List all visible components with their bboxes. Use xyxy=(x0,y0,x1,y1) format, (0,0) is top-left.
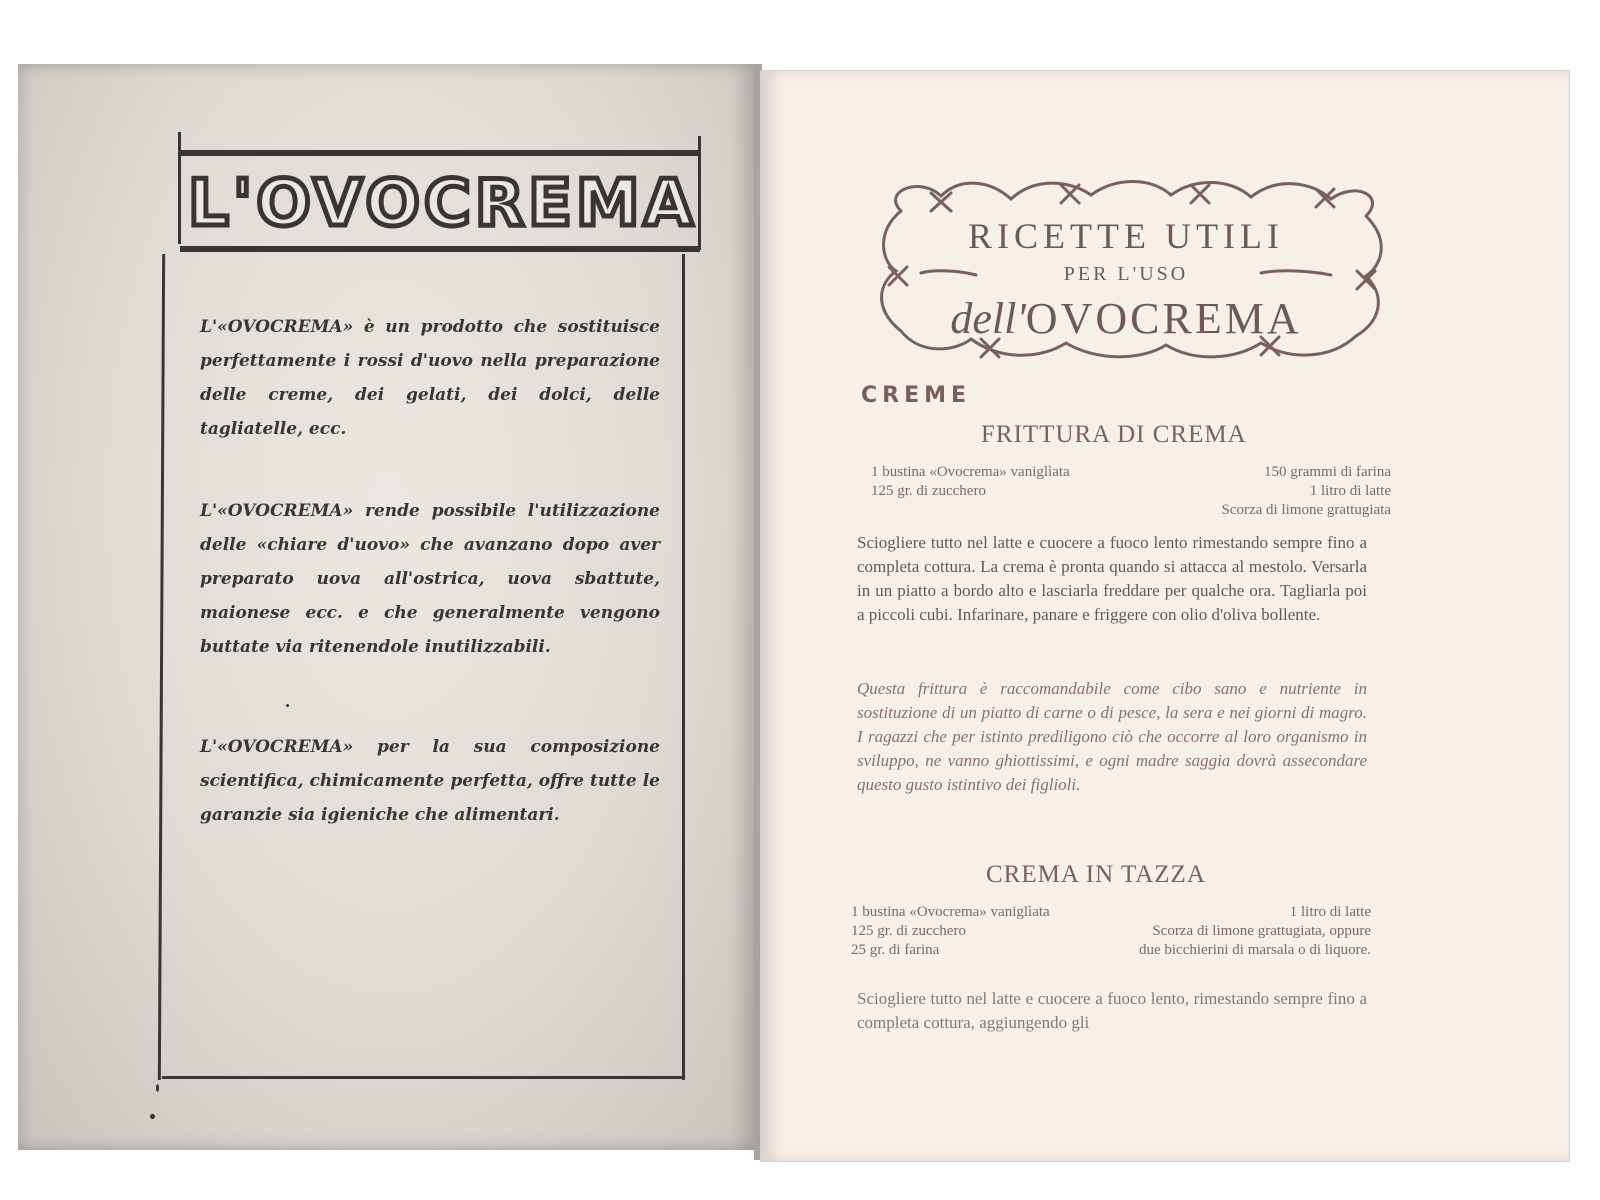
paper-speck xyxy=(150,1114,155,1119)
right-page xyxy=(760,70,1570,1162)
frame-line-left-title xyxy=(178,132,181,244)
ingredients-left xyxy=(871,463,1111,501)
left-page xyxy=(18,64,758,1150)
intro-paragraph-2: L'«OVOCREMA» rende possibile l'utilizzazione delle «chiare d'uovo» che avanzano dopo aver preparato uova all'ostrica, uova sbattute, maionese ecc. e che generalmente vengono buttate via ritenendole inutilizzabili. xyxy=(200,501,660,657)
ingredient-line: 25 gr. di farina xyxy=(851,942,940,958)
ingredient-line: Scorza di limone grattugiata xyxy=(1221,502,1391,518)
frame-line-bottom xyxy=(162,1076,684,1079)
banner-brand-name: OVOCREMA xyxy=(1025,294,1302,343)
ingredients-left xyxy=(851,903,1091,960)
intro-paragraph-1: L'«OVOCREMA» è un prodotto che sostituisce perfettamente i rossi d'uovo nella preparazione delle creme, dei gelati, dei dolci, delle tagliatelle, ecc. xyxy=(200,317,660,439)
frame-line-under-title xyxy=(180,246,700,252)
paper-speck xyxy=(156,1084,159,1092)
ingredient-line: 1 litro di latte xyxy=(1309,483,1391,499)
frame-line-right-title xyxy=(698,136,701,250)
ingredient-line: 150 grammi di farina xyxy=(1263,464,1391,480)
section-heading: CREME xyxy=(861,383,972,408)
banner-brand xyxy=(861,293,1391,344)
ingredient-line: 1 bustina «Ovocrema» vaniglìata xyxy=(871,464,1070,480)
recipe-method: Sciogliere tutto nel latte e cuocere a fuoco lento rimestando sempre fino a completa cottura. La crema è pronta quando si attacca al mestolo. Versarla in un piatto a bordo alto e lasciarla freddare per qualche ora. Tagliarla poi a piccoli cubi. Infarinare, panare e friggere con olio d'oliva bollente. xyxy=(857,533,1367,624)
ingredient-line: Scorza di limone grattugiata, oppure due bicchierini di marsala o di liquore. xyxy=(1138,923,1371,958)
banner-brand-prefix: dell' xyxy=(950,294,1026,343)
ingredient-line: 125 gr. di zucchero xyxy=(871,483,986,499)
frame-line-top xyxy=(180,150,700,156)
ingredients-right xyxy=(1131,903,1371,960)
recipe-title: FRITTURA DI CREMA xyxy=(981,421,1247,448)
brand-title: L'OVOCREMA xyxy=(188,167,698,241)
recipe-note: Questa frittura è raccomandabile come cibo sano e nutriente in sostituzione di un piatto di carne o di pesce, la sera e nei giorni di magro. I ragazzi che per istinto prediligono ciò che occorre al loro organismo in sviluppo, ne vanno ghiottissimi, e ogni madre saggia dovrà assecondare questo gusto istintivo dei figlioli. xyxy=(857,679,1367,794)
banner-title: RICETTE UTILI xyxy=(968,216,1284,256)
ingredient-line: 1 bustina «Ovocrema» vaniglìata xyxy=(851,904,1050,920)
banner-subtitle: PER L'USO xyxy=(1063,263,1189,285)
ingredient-line: 1 litro di latte xyxy=(1289,904,1371,920)
frame-line-right xyxy=(682,254,685,1080)
recipe-method: Sciogliere tutto nel latte e cuocere a fuoco lento, rimestando sempre fino a completa cottura, aggiungendo gli xyxy=(857,989,1367,1032)
ingredient-line: 125 gr. di zucchero xyxy=(851,923,966,939)
frame-line-left xyxy=(158,254,165,1080)
paper-speck xyxy=(286,704,289,707)
ingredients-right xyxy=(1141,463,1391,520)
recipe-title: CREMA IN TAZZA xyxy=(986,861,1206,888)
intro-paragraph-3: L'«OVOCREMA» per la sua composizione scientifica, chimicamente perfetta, offre tutte le garanzie sia igieniche che alimentari. xyxy=(200,737,660,825)
